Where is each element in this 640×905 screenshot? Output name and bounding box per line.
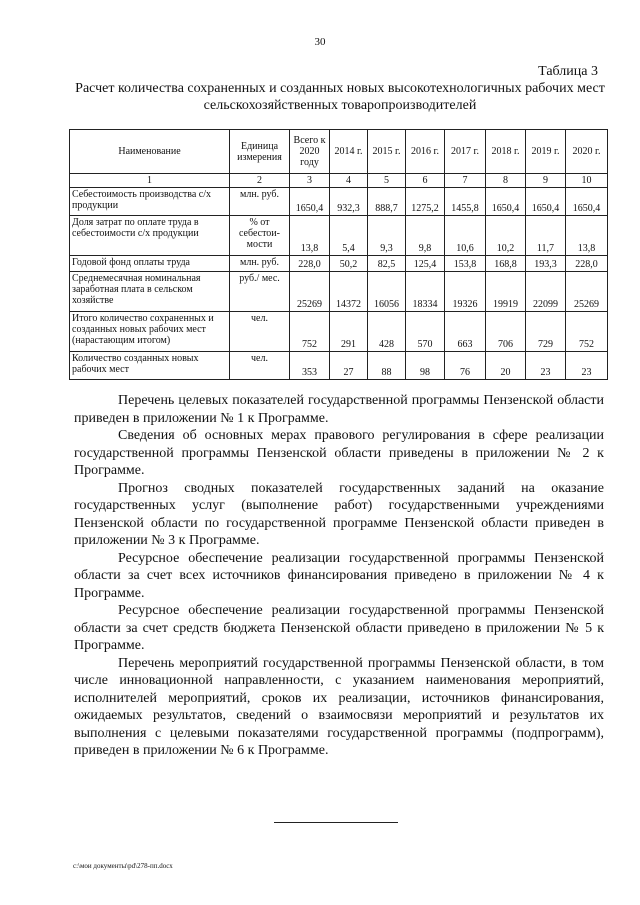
cell-value: 23: [526, 352, 566, 380]
column-index: 6: [406, 174, 445, 188]
cell-value: 9,8: [406, 216, 445, 256]
cell-value: 353: [290, 352, 330, 380]
paragraph: Сведения об основных мерах правового регулирования в сфере реализации государственной программы Пензенской области приведены в приложении № 2 к Программе.: [74, 428, 604, 478]
jobs-table: [69, 129, 608, 380]
cell-value: 1650,4: [290, 188, 330, 216]
row-name: Годовой фонд оплаты труда: [70, 256, 230, 272]
paragraph: Перечень мероприятий государственной программы Пензенской области, в том числе инновационной направленности, с указанием наименования мероприятий, исполнителей мероприятий, сроков их реализации, источников финансирования, ожидаемых результатов, сведений о взаимосвязи мероприятий и результатов их выполнения с целевыми показателями государственной программы (подпрограмм), приведен в приложении № 6 к Программе.: [74, 655, 604, 758]
cell-value: 19326: [445, 272, 486, 312]
cell-value: 14372: [330, 272, 368, 312]
table-title: Расчет количества сохраненных и созданных новых высокотехнологичных рабочих мест сельскохозяйственных товаропроизводителей: [75, 81, 605, 113]
cell-value: 19919: [486, 272, 526, 312]
cell-value: 193,3: [526, 256, 566, 272]
column-index: 7: [445, 174, 486, 188]
header-unit: Единица измерения: [230, 130, 290, 174]
cell-value: 82,5: [368, 256, 406, 272]
row-name: Доля затрат по оплате труда в себестоимости с/х продукции: [70, 216, 230, 256]
cell-value: 888,7: [368, 188, 406, 216]
header-name: Наименование: [70, 130, 230, 174]
row-name: Количество созданных новых рабочих мест: [70, 352, 230, 380]
column-index-row: [70, 174, 608, 188]
cell-value: 25269: [290, 272, 330, 312]
table-label: Таблица 3: [538, 64, 598, 79]
end-rule: [274, 822, 398, 823]
header-2020: 2020 г.: [566, 130, 608, 174]
column-index: 2: [230, 174, 290, 188]
cell-value: 1455,8: [445, 188, 486, 216]
row-unit: руб./ мес.: [230, 272, 290, 312]
table-row: [70, 312, 608, 352]
cell-value: 10,6: [445, 216, 486, 256]
page-number: 30: [314, 36, 326, 48]
row-unit: чел.: [230, 312, 290, 352]
cell-value: 752: [290, 312, 330, 352]
table-row: [70, 256, 608, 272]
table-row: [70, 272, 608, 312]
cell-value: 1275,2: [406, 188, 445, 216]
row-name: Себестоимость производства с/х продукции: [70, 188, 230, 216]
column-index: 8: [486, 174, 526, 188]
cell-value: 25269: [566, 272, 608, 312]
cell-value: 10,2: [486, 216, 526, 256]
cell-value: 98: [406, 352, 445, 380]
cell-value: 9,3: [368, 216, 406, 256]
cell-value: 570: [406, 312, 445, 352]
cell-value: 153,8: [445, 256, 486, 272]
cell-value: 228,0: [290, 256, 330, 272]
cell-value: 428: [368, 312, 406, 352]
cell-value: 23: [566, 352, 608, 380]
paragraph: Ресурсное обеспечение реализации государственной программы Пензенской области за счет всех источников финансирования приведено в приложении № 4 к Программе.: [74, 550, 604, 601]
cell-value: 11,7: [526, 216, 566, 256]
row-unit: чел.: [230, 352, 290, 380]
cell-value: 706: [486, 312, 526, 352]
column-index: 10: [566, 174, 608, 188]
cell-value: 27: [330, 352, 368, 380]
table-row: [70, 352, 608, 380]
header-2014: 2014 г.: [330, 130, 368, 174]
cell-value: 13,8: [290, 216, 330, 256]
cell-value: 752: [566, 312, 608, 352]
header-2015: 2015 г.: [368, 130, 406, 174]
header-2018: 2018 г.: [486, 130, 526, 174]
table-row: [70, 216, 608, 256]
cell-value: 1650,4: [566, 188, 608, 216]
cell-value: 22099: [526, 272, 566, 312]
cell-value: 18334: [406, 272, 445, 312]
column-index: 9: [526, 174, 566, 188]
header-2016: 2016 г.: [406, 130, 445, 174]
cell-value: 88: [368, 352, 406, 380]
row-name: Итого количество сохраненных и созданных новых рабочих мест (нарастающим итогом): [70, 312, 230, 352]
column-index: 4: [330, 174, 368, 188]
column-index: 3: [290, 174, 330, 188]
column-index: 5: [368, 174, 406, 188]
cell-value: 168,8: [486, 256, 526, 272]
paragraph: Перечень целевых показателей государственной программы Пензенской области приведен в приложении № 1 к Программе.: [74, 393, 604, 426]
cell-value: 729: [526, 312, 566, 352]
cell-value: 291: [330, 312, 368, 352]
cell-value: 16056: [368, 272, 406, 312]
footer-file-path: c:\мои документы\pd\278-пп.docx: [73, 862, 173, 870]
row-name: Среднемесячная номинальная заработная плата в сельском хозяйстве: [70, 272, 230, 312]
cell-value: 1650,4: [486, 188, 526, 216]
row-unit: % от себестои-мости: [230, 216, 290, 256]
row-unit: млн. руб.: [230, 256, 290, 272]
cell-value: 228,0: [566, 256, 608, 272]
cell-value: 932,3: [330, 188, 368, 216]
paragraph: Прогноз сводных показателей государственных заданий на оказание государственных услуг (выполнение работ) государственными учреждениями Пензенской области по государственной программе Пензенской области приведен в приложении № 3 к Программе.: [74, 480, 604, 548]
cell-value: 76: [445, 352, 486, 380]
body-text: [74, 392, 604, 760]
header-2019: 2019 г.: [526, 130, 566, 174]
column-index: 1: [70, 174, 230, 188]
cell-value: 125,4: [406, 256, 445, 272]
cell-value: 13,8: [566, 216, 608, 256]
cell-value: 663: [445, 312, 486, 352]
cell-value: 50,2: [330, 256, 368, 272]
row-unit: млн. руб.: [230, 188, 290, 216]
cell-value: 5,4: [330, 216, 368, 256]
header-2017: 2017 г.: [445, 130, 486, 174]
cell-value: 1650,4: [526, 188, 566, 216]
cell-value: 20: [486, 352, 526, 380]
table-row: [70, 188, 608, 216]
paragraph: Ресурсное обеспечение реализации государственной программы Пензенской области за счет средств бюджета Пензенской области приведено в приложении № 5 к Программе.: [74, 603, 604, 653]
header-total-2020: Всего к 2020 году: [290, 130, 330, 174]
